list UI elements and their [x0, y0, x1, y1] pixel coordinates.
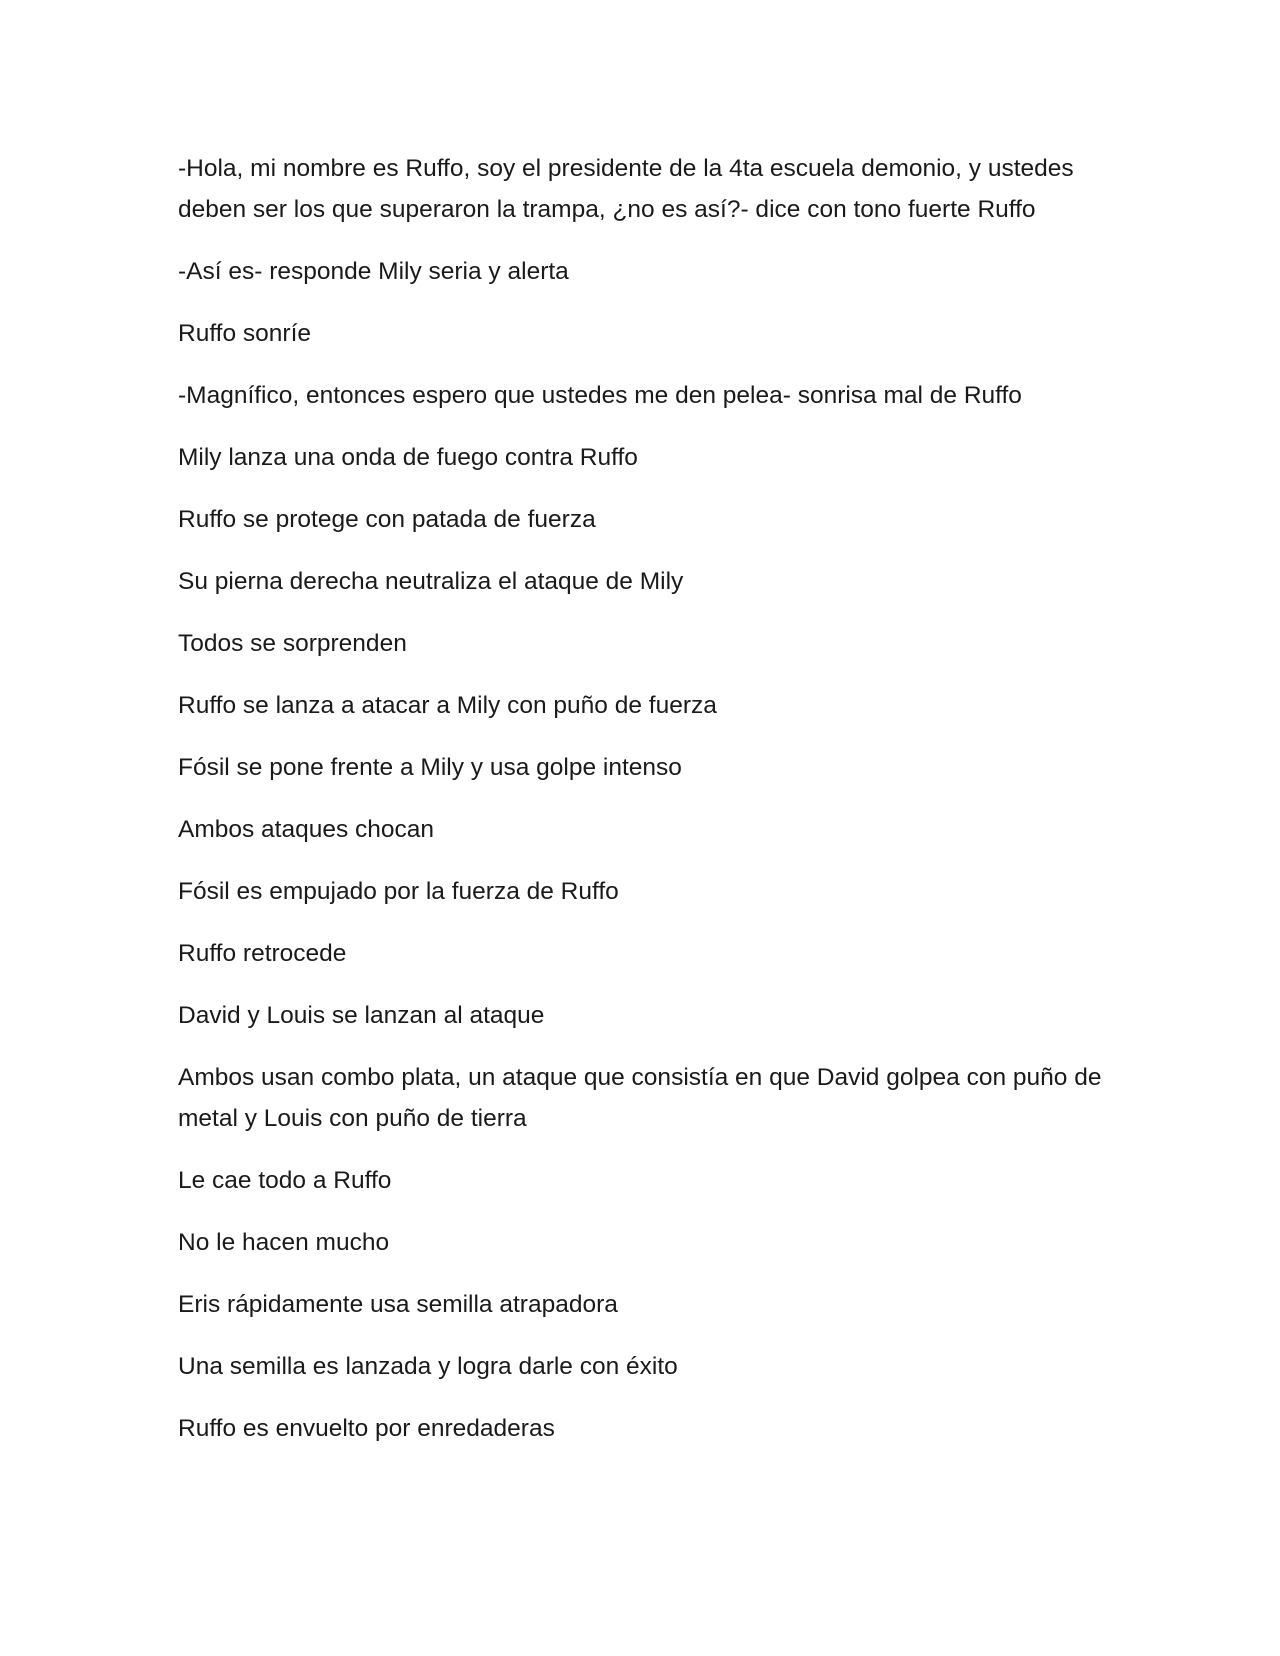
paragraph: Eris rápidamente usa semilla atrapadora [178, 1291, 618, 1318]
paragraph: Todos se sorprenden [178, 630, 407, 657]
paragraph: Ruffo retrocede [178, 940, 347, 967]
paragraph: Su pierna derecha neutraliza el ataque de Mily [178, 568, 684, 595]
paragraph: Ruffo es envuelto por enredaderas [178, 1415, 555, 1442]
paragraph: Le cae todo a Ruffo [178, 1167, 392, 1194]
document-body [178, 148, 1108, 1470]
paragraph: Ruffo se lanza a atacar a Mily con puño de fuerza [178, 692, 717, 719]
paragraph: Ruffo se protege con patada de fuerza [178, 506, 596, 533]
paragraph: Una semilla es lanzada y logra darle con éxito [178, 1353, 678, 1380]
paragraph: Fósil se pone frente a Mily y usa golpe intenso [178, 754, 682, 781]
paragraph: Ambos ataques chocan [178, 816, 435, 843]
paragraph: No le hacen mucho [178, 1229, 390, 1256]
paragraph: -Así es- responde Mily seria y alerta [178, 258, 569, 285]
paragraph: David y Louis se lanzan al ataque [178, 1002, 545, 1029]
paragraph: Mily lanza una onda de fuego contra Ruffo [178, 444, 638, 471]
paragraph: Fósil es empujado por la fuerza de Ruffo [178, 878, 619, 905]
paragraph: -Magnífico, entonces espero que ustedes me den pelea- sonrisa mal de Ruffo [178, 382, 1022, 409]
paragraph: -Hola, mi nombre es Ruffo, soy el presidente de la 4ta escuela demonio, y ustedes deben ser los que superaron la trampa, ¿no es así?- dice con tono fuerte Ruffo [178, 155, 1074, 223]
paragraph: Ambos usan combo plata, un ataque que consistía en que David golpea con puño de metal y Louis con puño de tierra [178, 1064, 1102, 1132]
paragraph: Ruffo sonríe [178, 320, 312, 347]
